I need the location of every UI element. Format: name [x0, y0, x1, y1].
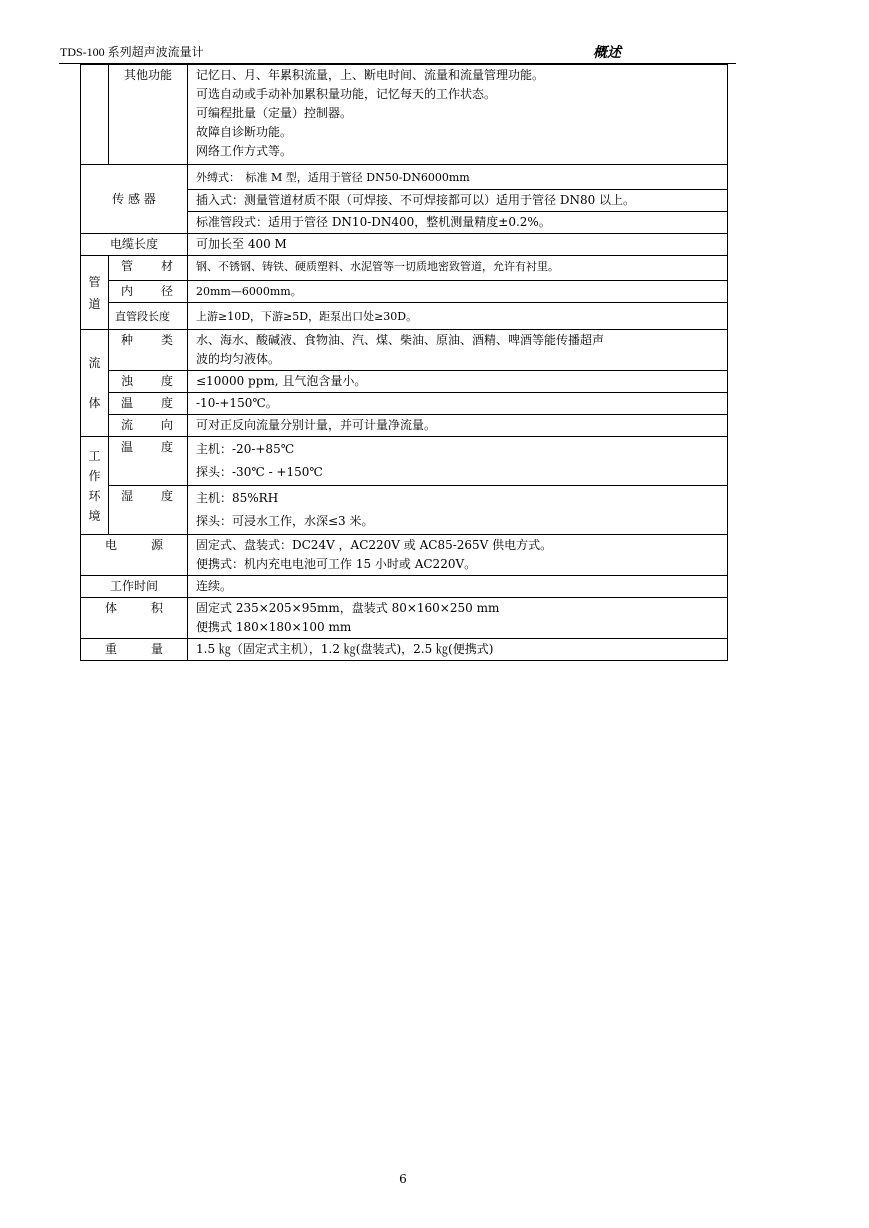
row-label-worktime: 工作时间	[81, 576, 188, 598]
row-label-volume: 体 积	[81, 598, 188, 639]
row-value-fluid-turbidity: ≤10000 ppm, 且气泡含量小。	[188, 371, 728, 393]
section-title: 概述	[593, 45, 621, 61]
table-row-fluid-type	[81, 330, 728, 371]
fluid-type-line-1: 水、海水、酸碱液、食物油、汽、煤、柴油、原油、酒精、啤酒等能传播超声	[196, 333, 605, 347]
table-row-other-functions	[81, 65, 728, 165]
group-fluid-char-1: 流	[88, 356, 101, 370]
table-row-worktime	[81, 576, 728, 598]
row-label-fluid-direction: 流 向	[109, 415, 188, 437]
row-label-power: 电 源	[81, 535, 188, 576]
env-temp-line-2: 探头：-30℃ - +150℃	[196, 465, 323, 479]
row-value-cable: 可加长至 400 M	[188, 234, 728, 256]
row-label-pipe-straight: 直管段长度	[109, 303, 188, 330]
row-label-sensor: 传 感 器	[81, 165, 188, 234]
table-row-env-humidity	[81, 486, 728, 535]
group-fluid-char-2: 体	[88, 396, 101, 410]
row-label-fluid-type: 种 类	[109, 330, 188, 371]
row-label-cable: 电缆长度	[81, 234, 188, 256]
group-env-char-2: 作	[88, 468, 101, 483]
table-row-sensor-1	[81, 165, 728, 190]
row-label-other-functions: 其他功能	[109, 65, 188, 165]
page-number: 6	[399, 1172, 407, 1186]
other-line-5: 网络工作方式等。	[196, 144, 293, 158]
group-label-env	[81, 437, 109, 535]
row-value-env-humidity	[188, 486, 728, 535]
row-label-pipe-material: 管 材	[109, 256, 188, 281]
row-value-env-temp	[188, 437, 728, 486]
row-value-other-functions	[188, 65, 728, 165]
other-line-1: 记忆日、月、年累积流量，上、断电时间、流量和流量管理功能。	[196, 68, 545, 82]
table-row-env-temp	[81, 437, 728, 486]
row-label-pipe-diameter: 内 径	[109, 281, 188, 303]
row-value-pipe-material: 钢、不锈钢、铸铁、硬质塑料、水泥管等一切质地密致管道，允许有衬里。	[188, 256, 728, 281]
blank-group-cell	[81, 65, 109, 165]
table-row-fluid-direction	[81, 415, 728, 437]
row-label-weight: 重 量	[81, 639, 188, 661]
sensor-clamp-on: 外缚式： 标准 M 型，适用于管径 DN50-DN6000mm	[188, 165, 728, 190]
power-line-1: 固定式、盘装式：DC24V ，AC220V 或 AC85-265V 供电方式。	[196, 538, 553, 552]
table-row-fluid-temp	[81, 393, 728, 415]
other-line-2: 可选自动或手动补加累积量功能，记忆每天的工作状态。	[196, 87, 497, 101]
other-line-3: 可编程批量（定量）控制器。	[196, 106, 353, 120]
group-pipe-char-2: 道	[88, 296, 101, 311]
power-line-2: 便携式：机内充电电池可工作 15 小时或 AC220V。	[196, 557, 477, 571]
row-value-fluid-type	[188, 330, 728, 371]
volume-line-2: 便携式 180×180×100 mm	[196, 620, 352, 634]
other-line-4: 故障自诊断功能。	[196, 125, 293, 139]
row-value-pipe-diameter: 20mm—6000mm。	[188, 281, 728, 303]
row-value-power	[188, 535, 728, 576]
sensor-insertion: 插入式：测量管道材质不限（可焊接、不可焊接都可以）适用于管径 DN80 以上。	[188, 190, 728, 212]
document-header-title: TDS-100 系列超声波流量计	[60, 45, 204, 59]
table-row-pipe-diameter	[81, 281, 728, 303]
env-temp-line-1: 主机：-20-+85℃	[196, 442, 295, 456]
row-label-fluid-turbidity: 浊 度	[109, 371, 188, 393]
env-humidity-line-2: 探头：可浸水工作，水深≤3 米。	[196, 514, 374, 528]
table-row-pipe-straight	[81, 303, 728, 330]
table-row-cable	[81, 234, 728, 256]
row-value-worktime: 连续。	[188, 576, 728, 598]
spec-table	[80, 64, 728, 661]
table-row-volume	[81, 598, 728, 639]
group-env-char-4: 境	[88, 508, 101, 523]
group-label-pipe	[81, 256, 109, 330]
table-row-weight	[81, 639, 728, 661]
group-env-char-3: 环	[88, 488, 101, 503]
table-row-power	[81, 535, 728, 576]
row-value-fluid-direction: 可对正反向流量分别计量，并可计量净流量。	[188, 415, 728, 437]
sensor-spool: 标准管段式：适用于管径 DN10-DN400，整机测量精度±0.2%。	[188, 212, 728, 234]
group-pipe-char-1: 管	[88, 274, 101, 289]
table-row-pipe-material	[81, 256, 728, 281]
row-label-env-humidity: 湿 度	[109, 486, 188, 535]
group-label-fluid	[81, 330, 109, 437]
row-value-pipe-straight: 上游≥10D，下游≥5D，距泵出口处≥30D。	[188, 303, 728, 330]
fluid-type-line-2: 波的均匀液体。	[196, 352, 281, 366]
row-value-fluid-temp: -10-+150℃。	[188, 393, 728, 415]
env-humidity-line-1: 主机：85%RH	[196, 491, 279, 505]
group-env-char-1: 工	[88, 448, 101, 463]
row-value-volume	[188, 598, 728, 639]
volume-line-1: 固定式 235×205×95mm，盘装式 80×160×250 mm	[196, 601, 500, 615]
table-row-fluid-turbidity	[81, 371, 728, 393]
row-value-weight: 1.5 ㎏（固定式主机），1.2 ㎏(盘装式)，2.5 ㎏(便携式)	[188, 639, 728, 661]
row-label-env-temp: 温 度	[109, 437, 188, 486]
row-label-fluid-temp: 温 度	[109, 393, 188, 415]
